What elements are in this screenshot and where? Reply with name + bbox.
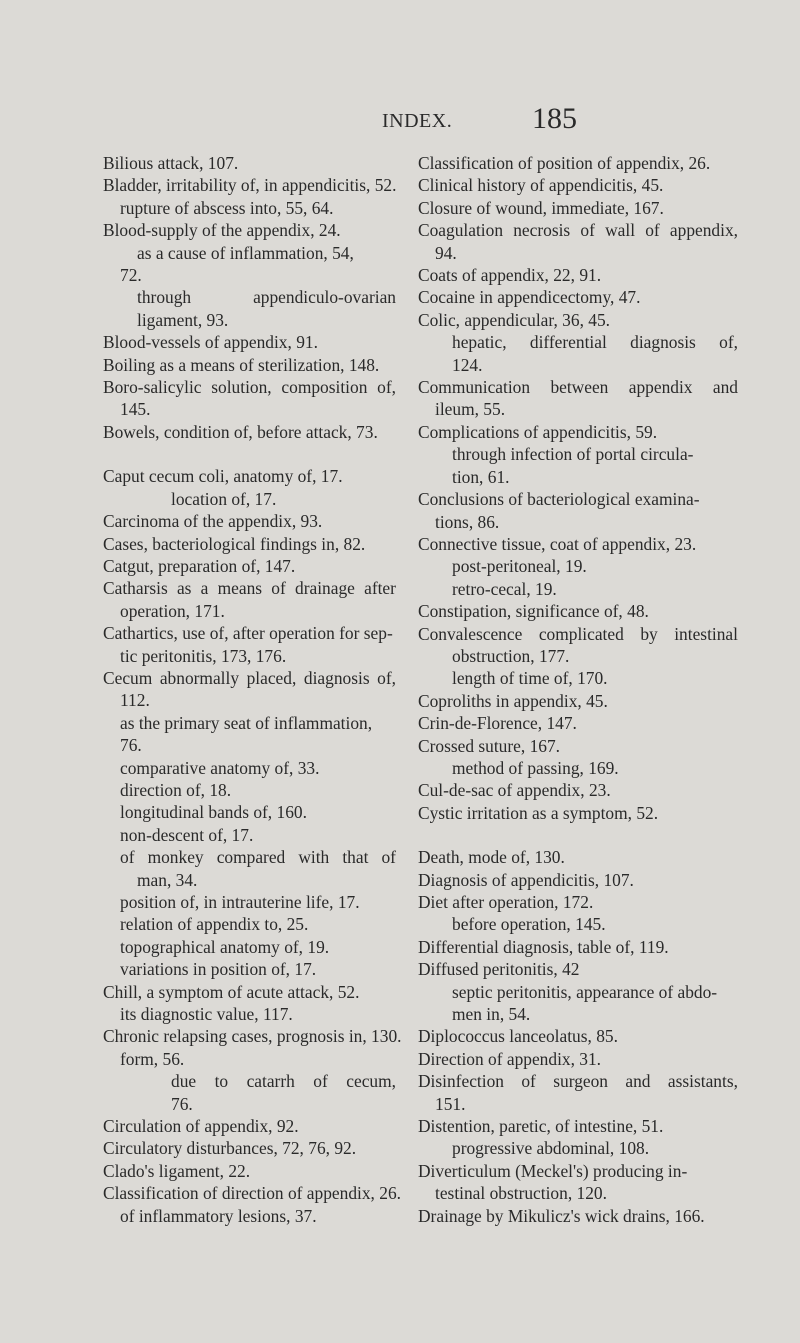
index-entry: Connective tissue, coat of appendix, 23. <box>418 533 697 554</box>
index-column-left <box>103 152 402 1227</box>
index-entry: Bladder, irritability of, in appendicitis, 52. <box>103 175 397 196</box>
index-entry: Clinical history of appendicitis, 45. <box>418 175 664 196</box>
index-entry: Direction of appendix, 31. <box>418 1048 602 1069</box>
index-entry: tions, 86. <box>435 511 500 532</box>
index-entry: as the primary seat of inflammation, <box>120 712 373 733</box>
page-number: 185 <box>532 102 577 135</box>
index-entry: men in, 54. <box>452 1004 531 1025</box>
index-entry: position of, in intrauterine life, 17. <box>120 892 360 912</box>
index-entry: through appendiculo-ovarian <box>137 287 396 308</box>
index-entry: Coproliths in appendix, 45. <box>418 690 608 711</box>
index-entry: due to catarrh of cecum, <box>171 1071 396 1092</box>
index-entry: Cathartics, use of, after operation for sep- <box>103 623 393 644</box>
index-entry: length of time of, 170. <box>452 668 608 689</box>
index-entry: 145. <box>120 399 151 420</box>
index-entry: comparative anatomy of, 33. <box>120 757 320 778</box>
index-entry: Bowels, condition of, before attack, 73. <box>103 421 378 442</box>
index-entry: relation of appendix to, 25. <box>120 914 309 935</box>
index-entry: ligament, 93. <box>137 309 229 330</box>
index-entry: Bilious attack, 107. <box>103 153 239 173</box>
page-title: INDEX. <box>382 110 453 132</box>
index-entry: Blood-vessels of appendix, 91. <box>103 332 318 353</box>
index-entry: obstruction, 177. <box>452 645 570 666</box>
index-entry: longitudinal bands of, 160. <box>120 802 307 823</box>
index-entry: form, 56. <box>120 1048 185 1069</box>
index-entry: operation, 171. <box>120 600 225 621</box>
index-entry: ileum, 55. <box>435 399 506 420</box>
index-entry: Cystic irritation as a symptom, 52. <box>418 802 659 823</box>
index-entry: tion, 61. <box>452 466 510 487</box>
index-entry: Classification of direction of appendix, 26. <box>103 1183 401 1204</box>
index-entry: Constipation, significance of, 48. <box>418 601 649 622</box>
index-entry: of inflammatory lesions, 37. <box>120 1205 317 1226</box>
index-entry: Colic, appendicular, 36, 45. <box>418 309 611 330</box>
index-entry: 94. <box>435 242 457 263</box>
index-entry: Boro-salicylic solution, composition of, <box>103 377 396 398</box>
index-entry: Diagnosis of appendicitis, 107. <box>418 869 634 890</box>
index-entry: testinal obstruction, 120. <box>435 1183 607 1204</box>
index-entry: Classification of position of appendix, 26. <box>418 153 711 173</box>
index-entry: Coats of appendix, 22, 91. <box>418 265 602 286</box>
section-gap <box>418 824 738 846</box>
index-entry: 76. <box>171 1093 193 1114</box>
index-entry: septic peritonitis, appearance of abdo- <box>452 981 718 1002</box>
index-entry: Caput cecum coli, anatomy of, 17. <box>103 466 343 487</box>
page-header <box>0 102 800 138</box>
index-entry: Catharsis as a means of drainage after <box>103 578 396 599</box>
index-entry: variations in position of, 17. <box>120 959 317 980</box>
index-entry: Chronic relapsing cases, prognosis in, 130. <box>103 1026 402 1047</box>
index-entry: rupture of abscess into, 55, 64. <box>120 197 334 218</box>
index-entry: Disinfection of surgeon and assistants, <box>418 1071 738 1092</box>
index-entry: Death, mode of, 130. <box>418 847 565 868</box>
index-entry: Conclusions of bacteriological examina- <box>418 489 700 510</box>
index-entry: Diplococcus lanceolatus, 85. <box>418 1026 618 1047</box>
index-entry: Cases, bacteriological findings in, 82. <box>103 533 366 554</box>
index-entry: through infection of portal circula- <box>452 444 694 465</box>
index-entry: Complications of appendicitis, 59. <box>418 421 658 442</box>
index-entry: Communication between appendix and <box>418 377 738 398</box>
index-column-right <box>418 152 738 1227</box>
index-entry: Convalescence complicated by intestinal <box>418 623 738 644</box>
index-entry: Differential diagnosis, table of, 119. <box>418 936 669 957</box>
index-entry: Diffused peritonitis, 42 <box>418 959 580 980</box>
index-entry: 124. <box>452 354 483 375</box>
index-entry: before operation, 145. <box>452 914 606 935</box>
index-entry: as a cause of inflammation, 54, <box>137 242 354 263</box>
index-entry: 151. <box>435 1093 466 1114</box>
index-entry: Cecum abnormally placed, diagnosis of, <box>103 667 396 688</box>
index-entry: Cul-de-sac of appendix, 23. <box>418 780 611 801</box>
index-entry: 76. <box>120 735 142 756</box>
index-entry: Diet after operation, 172. <box>418 892 594 912</box>
index-entry: of monkey compared with that of <box>120 847 396 868</box>
index-entry: direction of, 18. <box>120 779 232 800</box>
index-entry: Diverticulum (Meckel's) producing in- <box>418 1160 688 1181</box>
index-entry: Catgut, preparation of, 147. <box>103 555 296 576</box>
index-entry: Crin-de-Florence, 147. <box>418 713 577 734</box>
index-entry: topographical anatomy of, 19. <box>120 936 330 957</box>
index-entry: Circulation of appendix, 92. <box>103 1116 299 1137</box>
index-entry: Boiling as a means of sterilization, 148. <box>103 354 380 375</box>
index-entry: hepatic, differential diagnosis of, <box>452 332 738 353</box>
index-entry: Circulatory disturbances, 72, 76, 92. <box>103 1138 357 1159</box>
index-entry: post-peritoneal, 19. <box>452 556 587 577</box>
index-entry: 112. <box>120 690 150 711</box>
index-entry: 72. <box>120 265 142 286</box>
index-entry: progressive abdominal, 108. <box>452 1138 650 1159</box>
index-entry: Chill, a symptom of acute attack, 52. <box>103 981 360 1002</box>
section-gap <box>103 443 396 465</box>
index-entry: Clado's ligament, 22. <box>103 1160 251 1181</box>
index-entry: non-descent of, 17. <box>120 824 254 845</box>
index-entry: method of passing, 169. <box>452 757 619 778</box>
index-entry: Drainage by Mikulicz's wick drains, 166. <box>418 1205 705 1226</box>
index-entry: Closure of wound, immediate, 167. <box>418 197 664 218</box>
index-entry: Crossed suture, 167. <box>418 735 561 756</box>
index-entry: man, 34. <box>137 869 198 890</box>
index-entry: Cocaine in appendicectomy, 47. <box>418 287 641 308</box>
index-entry: Carcinoma of the appendix, 93. <box>103 511 323 532</box>
index-entry: location of, 17. <box>171 488 277 509</box>
index-entry: its diagnostic value, 117. <box>120 1004 293 1025</box>
index-entry: tic peritonitis, 173, 176. <box>120 645 287 666</box>
index-entry: Coagulation necrosis of wall of appendix, <box>418 220 738 241</box>
index-entry: Distention, paretic, of intestine, 51. <box>418 1116 664 1137</box>
index-entry: retro-cecal, 19. <box>452 578 557 599</box>
index-entry: Blood-supply of the appendix, 24. <box>103 220 341 241</box>
